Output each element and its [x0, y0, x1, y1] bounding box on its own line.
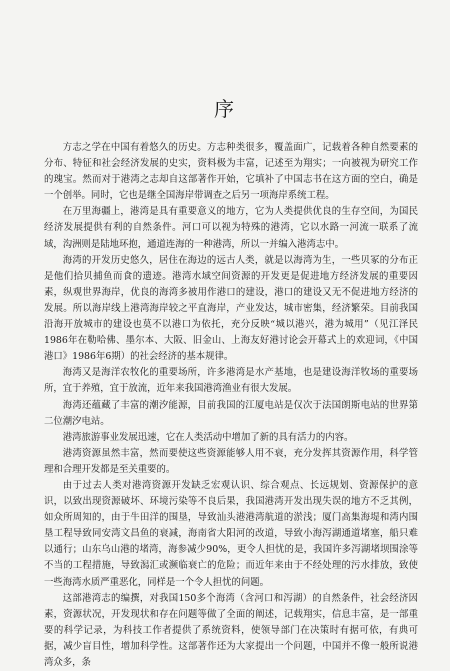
page-title: 序: [214, 97, 236, 121]
paragraph: 在万里海疆上，港湾是具有重要意义的地方，它为人类提供优良的生存空间，为国民经济发展提供有利的自然条件。河口可以视为特殊的港湾，它以水路一河流一联系了流域，沟洲则是陆地环抱，通道连海的一种港湾，所以一并编入港湾志中。: [44, 206, 418, 250]
paragraph: 方志之学在中国有着悠久的历史。方志种类很多，覆盖面广，记载着各种自然要素的分布、特征和社会经济发展的史实，资料极为丰富，记述至为翔实；一向被视为研究工作的瑰宝。然而对于港湾之志却自这部著作开始，它填补了中国志书在这方面的空白，确是一个创举。同时，它也是继全国海岸带调查之后另一项海岸系统工程。: [44, 142, 418, 202]
paragraph: 海湾又是海洋农牧化的重要场所，许多港湾是水产基地，也是建设海洋牧场的重要场所，宜于养殖，宜于放流，近年来我国港湾渔业有很大发展。: [44, 367, 418, 395]
preface-body: [44, 140, 418, 671]
paragraph: 海湾的开发历史悠久，居住在海边的远古人类，就是以海湾为生，一些贝冢的分布正是他们拾贝捕鱼而食的遗迹。港湾水域空间资源的开发更是促进地方经济发展的重要因素，纵观世界海岸，优良的海湾多被用作港口的建设，港口的建设又无不促进地方经济的发展。所以海岸线上港湾海岸较之平直海岸，产业发达，城市密集，经济繁荣。目前我国沿海开放城市的建设也莫不以港口为依托，充分反映“城以港兴，港为城用”（见江泽民1986年在勒哈佛、墨尔本、大阪、旧金山、上海友好港讨论会开幕式上的欢迎词，《中国港口》1986年6期）的社会经济的基本规律。: [44, 254, 418, 363]
paragraph: 这部港湾志的编撰，对我国150多个海湾（含河口和泻湖）的自然条件，社会经济因素，资源状况，开发现状和存在问题等做了全面的阐述，记载翔实，信息丰富，是一部重要的科学记录，为科技工作者提供了系统资料，使领导部门在决策时有据可依，有典可据，减少盲目性，增加科学性。这部著作还为大家提出一个问题，中国并不像一般所说港湾众多，条: [44, 592, 418, 668]
paragraph: 由于过去人类对港湾资源开发缺乏宏观认识、综合观点、长远规划、资源保护的意识，以致出现资源破坏、环境污染等不良后果，我国港湾开发出现失误的地方不乏其例，如众所周知的，由于牛田洋的围垦，导致汕头港港湾航道的淤浅；厦门高集海堤和湾内围垦工程导致同安湾文昌鱼的衰减，海南省大阳河的改道，导致小海泻湖通道堵塞，船只难以通行；山东乌山港的堵湾，海参减少90%，更令人担忧的是，我国许多泻湖堵坝围涂等不当的工程措施，导致潟汇或濒临衰亡的危险；而近年来由于不经处理的污水排放，致使一些海湾水质严重恶化，同样是一个令人担忧的问题。: [44, 479, 418, 588]
paragraph: 海湾还蕴藏了丰富的潮汐能源，目前我国的江厦电站是仅次于法国朗斯电站的世界第二位潮汐电站。: [44, 399, 418, 427]
paragraph: 港湾旅游事业发展迅速，它在人类活动中增加了新的具有活力的内容。: [62, 431, 354, 443]
paragraph: 港湾资源虽然丰富，然而要使这些资源能够人用不衰，充分发挥其资源作用，科学管理和合理开发都是至关重要的。: [44, 447, 418, 475]
